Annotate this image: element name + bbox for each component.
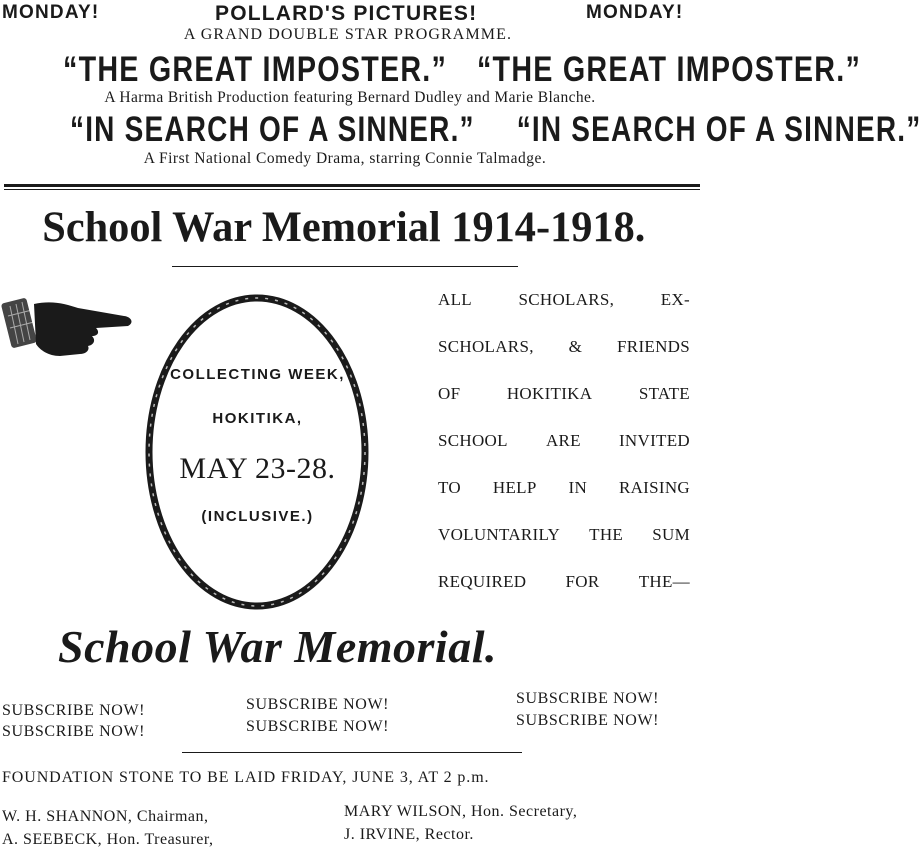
subscribe-1: SUBSCRIBE NOW! — [2, 702, 146, 719]
appeal-word: ALL — [438, 290, 472, 309]
divider-thin — [4, 189, 700, 190]
subscribe-4: SUBSCRIBE NOW! — [246, 718, 390, 735]
film1-title: “THE GREAT IMPOSTER.” — [63, 50, 448, 89]
appeal-line — [438, 572, 690, 592]
cinema-title: POLLARD'S PICTURES! — [215, 2, 478, 25]
subscribe-6: SUBSCRIBE NOW! — [516, 712, 660, 729]
appeal-word: OF — [438, 384, 461, 403]
appeal-line — [438, 525, 690, 545]
appeal-word: HOKITIKA — [506, 384, 593, 403]
circle-line1: COLLECTING WEEK, — [170, 366, 345, 383]
cinema-day-right: MONDAY! — [586, 2, 684, 23]
appeal-word: FRIENDS — [617, 337, 690, 356]
officer-chairman: W. H. SHANNON, Chairman, — [2, 808, 209, 825]
film2-title: “IN SEARCH OF A SINNER.” — [70, 110, 475, 149]
footer-rule — [182, 752, 522, 753]
appeal-word: VOLUNTARILY — [438, 525, 561, 544]
subscribe-2: SUBSCRIBE NOW! — [2, 723, 146, 740]
divider-thick — [4, 184, 700, 187]
appeal-word: THE— — [638, 572, 690, 591]
appeal-word: REQUIRED — [438, 572, 527, 591]
appeal-line — [438, 384, 690, 404]
appeal-word: HELP — [492, 478, 537, 497]
circle-note: (INCLUSIVE.) — [201, 508, 314, 525]
appeal-word: EX- — [660, 290, 690, 309]
pointing-hand-icon — [4, 290, 136, 370]
appeal-word: SUM — [652, 525, 690, 544]
film1-title-row — [63, 50, 862, 90]
officer-secretary: MARY WILSON, Hon. Secretary, — [344, 803, 578, 820]
cinema-day-left: MONDAY! — [2, 2, 100, 23]
appeal-word: IN — [568, 478, 588, 497]
appeal-word: SCHOLARS, — [438, 337, 534, 356]
appeal-word: SCHOLARS, — [518, 290, 615, 309]
circle-line2: HOKITIKA, — [212, 410, 303, 427]
appeal-line — [438, 478, 690, 498]
foundation-notice: FOUNDATION STONE TO BE LAID FRIDAY, JUNE 3, AT 2 p.m. — [2, 769, 490, 786]
subscribe-3: SUBSCRIBE NOW! — [246, 696, 390, 713]
circle-dates: MAY 23-28. — [179, 452, 336, 485]
appeal-word: RAISING — [618, 478, 690, 497]
subscribe-5: SUBSCRIBE NOW! — [516, 690, 660, 707]
memorial-headline: School War Memorial 1914-1918. — [42, 204, 646, 251]
cinema-programme: A GRAND DOUBLE STAR PROGRAMME. — [183, 26, 513, 43]
film2-title-repeat: “IN SEARCH OF A SINNER.” — [516, 110, 921, 149]
film1-title-repeat: “THE GREAT IMPOSTER.” — [476, 50, 862, 89]
officer-treasurer: A. SEEBECK, Hon. Treasurer, — [2, 831, 214, 848]
appeal-line — [438, 290, 690, 310]
film2-title-row — [70, 110, 921, 150]
film1-credit: A Harma British Production featuring Bernard Dudley and Marie Blanche. — [104, 89, 596, 106]
film2-credit: A First National Comedy Drama, starring Connie Talmadge. — [143, 150, 547, 167]
memorial-subhead: School War Memorial. — [58, 621, 497, 672]
headline-rule — [172, 266, 518, 267]
appeal-word: & — [568, 337, 583, 356]
appeal-line — [438, 337, 690, 357]
appeal-word: TO — [438, 478, 461, 497]
appeal-word: THE — [589, 525, 624, 544]
appeal-line — [438, 431, 690, 451]
appeal-word: SCHOOL — [438, 431, 508, 450]
appeal-word: INVITED — [618, 431, 690, 450]
appeal-word: FOR — [565, 572, 600, 591]
officer-rector: J. IRVINE, Rector. — [344, 826, 474, 843]
appeal-word: STATE — [638, 384, 690, 403]
appeal-word: ARE — [545, 431, 581, 450]
